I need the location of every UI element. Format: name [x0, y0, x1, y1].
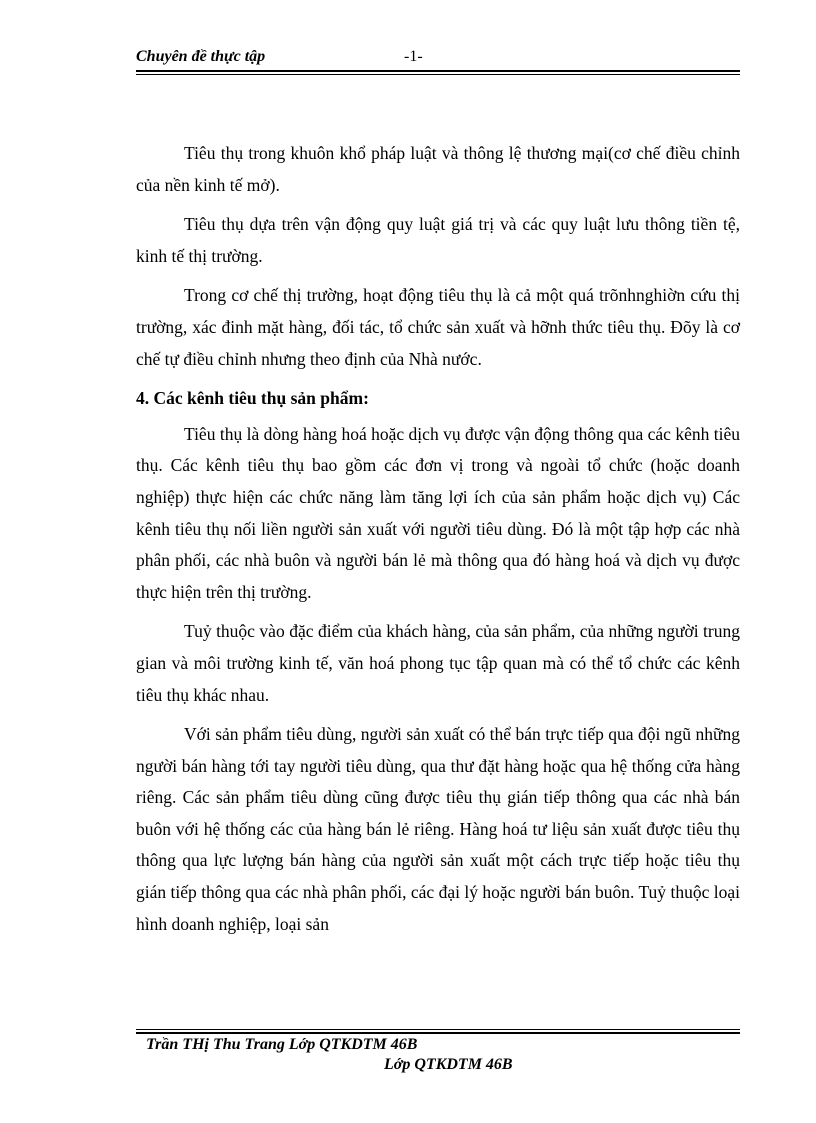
- paragraph-5: Tuỷ thuộc vào đặc điểm của khách hàng, của sản phẩm, của những người trung gian và môi trường kinh tế, văn hoá phong tục tập quan mà có thể tổ chức các kênh tiêu thụ khác nhau.: [136, 621, 740, 705]
- page-header: [136, 48, 740, 70]
- footer-rule-top: [136, 1029, 740, 1030]
- paragraph-4: Tiêu thụ là dòng hàng hoá hoặc dịch vụ được vận động thông qua các kênh tiêu thụ. Các kênh tiêu thụ bao gồm các đơn vị trong và ngoài tổ chức (hoặc doanh nghiệp) thực hiện các chức năng làm tăng lợi ích của sản phẩm hoặc dịch vụ) Các kênh tiêu thụ nối liền người sản xuất với người tiêu dùng. Đó là một tập hợp các nhà phân phối, các nhà buôn và người bán lẻ mà thông qua đó hàng hoá và dịch vụ được thực hiện trên thị trường.: [136, 423, 740, 602]
- paragraph-2: Tiêu thụ dựa trên vận động quy luật giá trị và các quy luật lưu thông tiền tệ, kinh tế thị trường.: [136, 214, 740, 266]
- header-rule-bottom: [136, 74, 740, 75]
- paragraph-6: Với sản phẩm tiêu dùng, người sản xuất có thể bán trực tiếp qua đội ngũ những người bán hàng tới tay người tiêu dùng, qua thư đặt hàng hoặc qua hệ thống cửa hàng riêng. Các sản phẩm tiêu dùng cũng được tiêu thụ gián tiếp thông qua các nhà bán buôn với hệ thống các của hàng bán lẻ riêng. Hàng hoá tư liệu sản xuất được tiêu thụ thông qua lực lượng bán hàng của người sản xuất một cách trực tiếp hoặc tiêu thụ gián tiếp thông qua các nhà phân phối, các đại lý hoặc người bán buôn. Tuỷ thuộc loại hình doanh nghiệp, loại sản: [136, 724, 740, 934]
- header-title: Chuyên đề thực tập: [136, 48, 266, 65]
- section-heading: 4. Các kênh tiêu thụ sản phẩm:: [136, 388, 369, 409]
- footer-rule-bottom: [136, 1032, 740, 1034]
- header-rule-top: [136, 70, 740, 72]
- footer-class: Lớp QTKDTM 46B: [384, 1056, 513, 1073]
- footer-author-class: Trần THị Thu Trang Lớp QTKDTM 46B: [146, 1036, 418, 1053]
- document-body: [136, 138, 740, 940]
- page-number: -1-: [404, 48, 423, 65]
- paragraph-3: Trong cơ chế thị trường, hoạt động tiêu thụ là cả một quá trõnhnghiờn cứu thị trường, xác đinh mặt hàng, đối tác, tổ chức sản xuất và hỡnh thức tiêu thụ. Đõy là cơ chế tự điều chỉnh nhưng theo định của Nhà nước.: [136, 285, 740, 369]
- paragraph-1: Tiêu thụ trong khuôn khổ pháp luật và thông lệ thương mại(cơ chế điều chỉnh của nền kinh tế mở).: [136, 143, 740, 195]
